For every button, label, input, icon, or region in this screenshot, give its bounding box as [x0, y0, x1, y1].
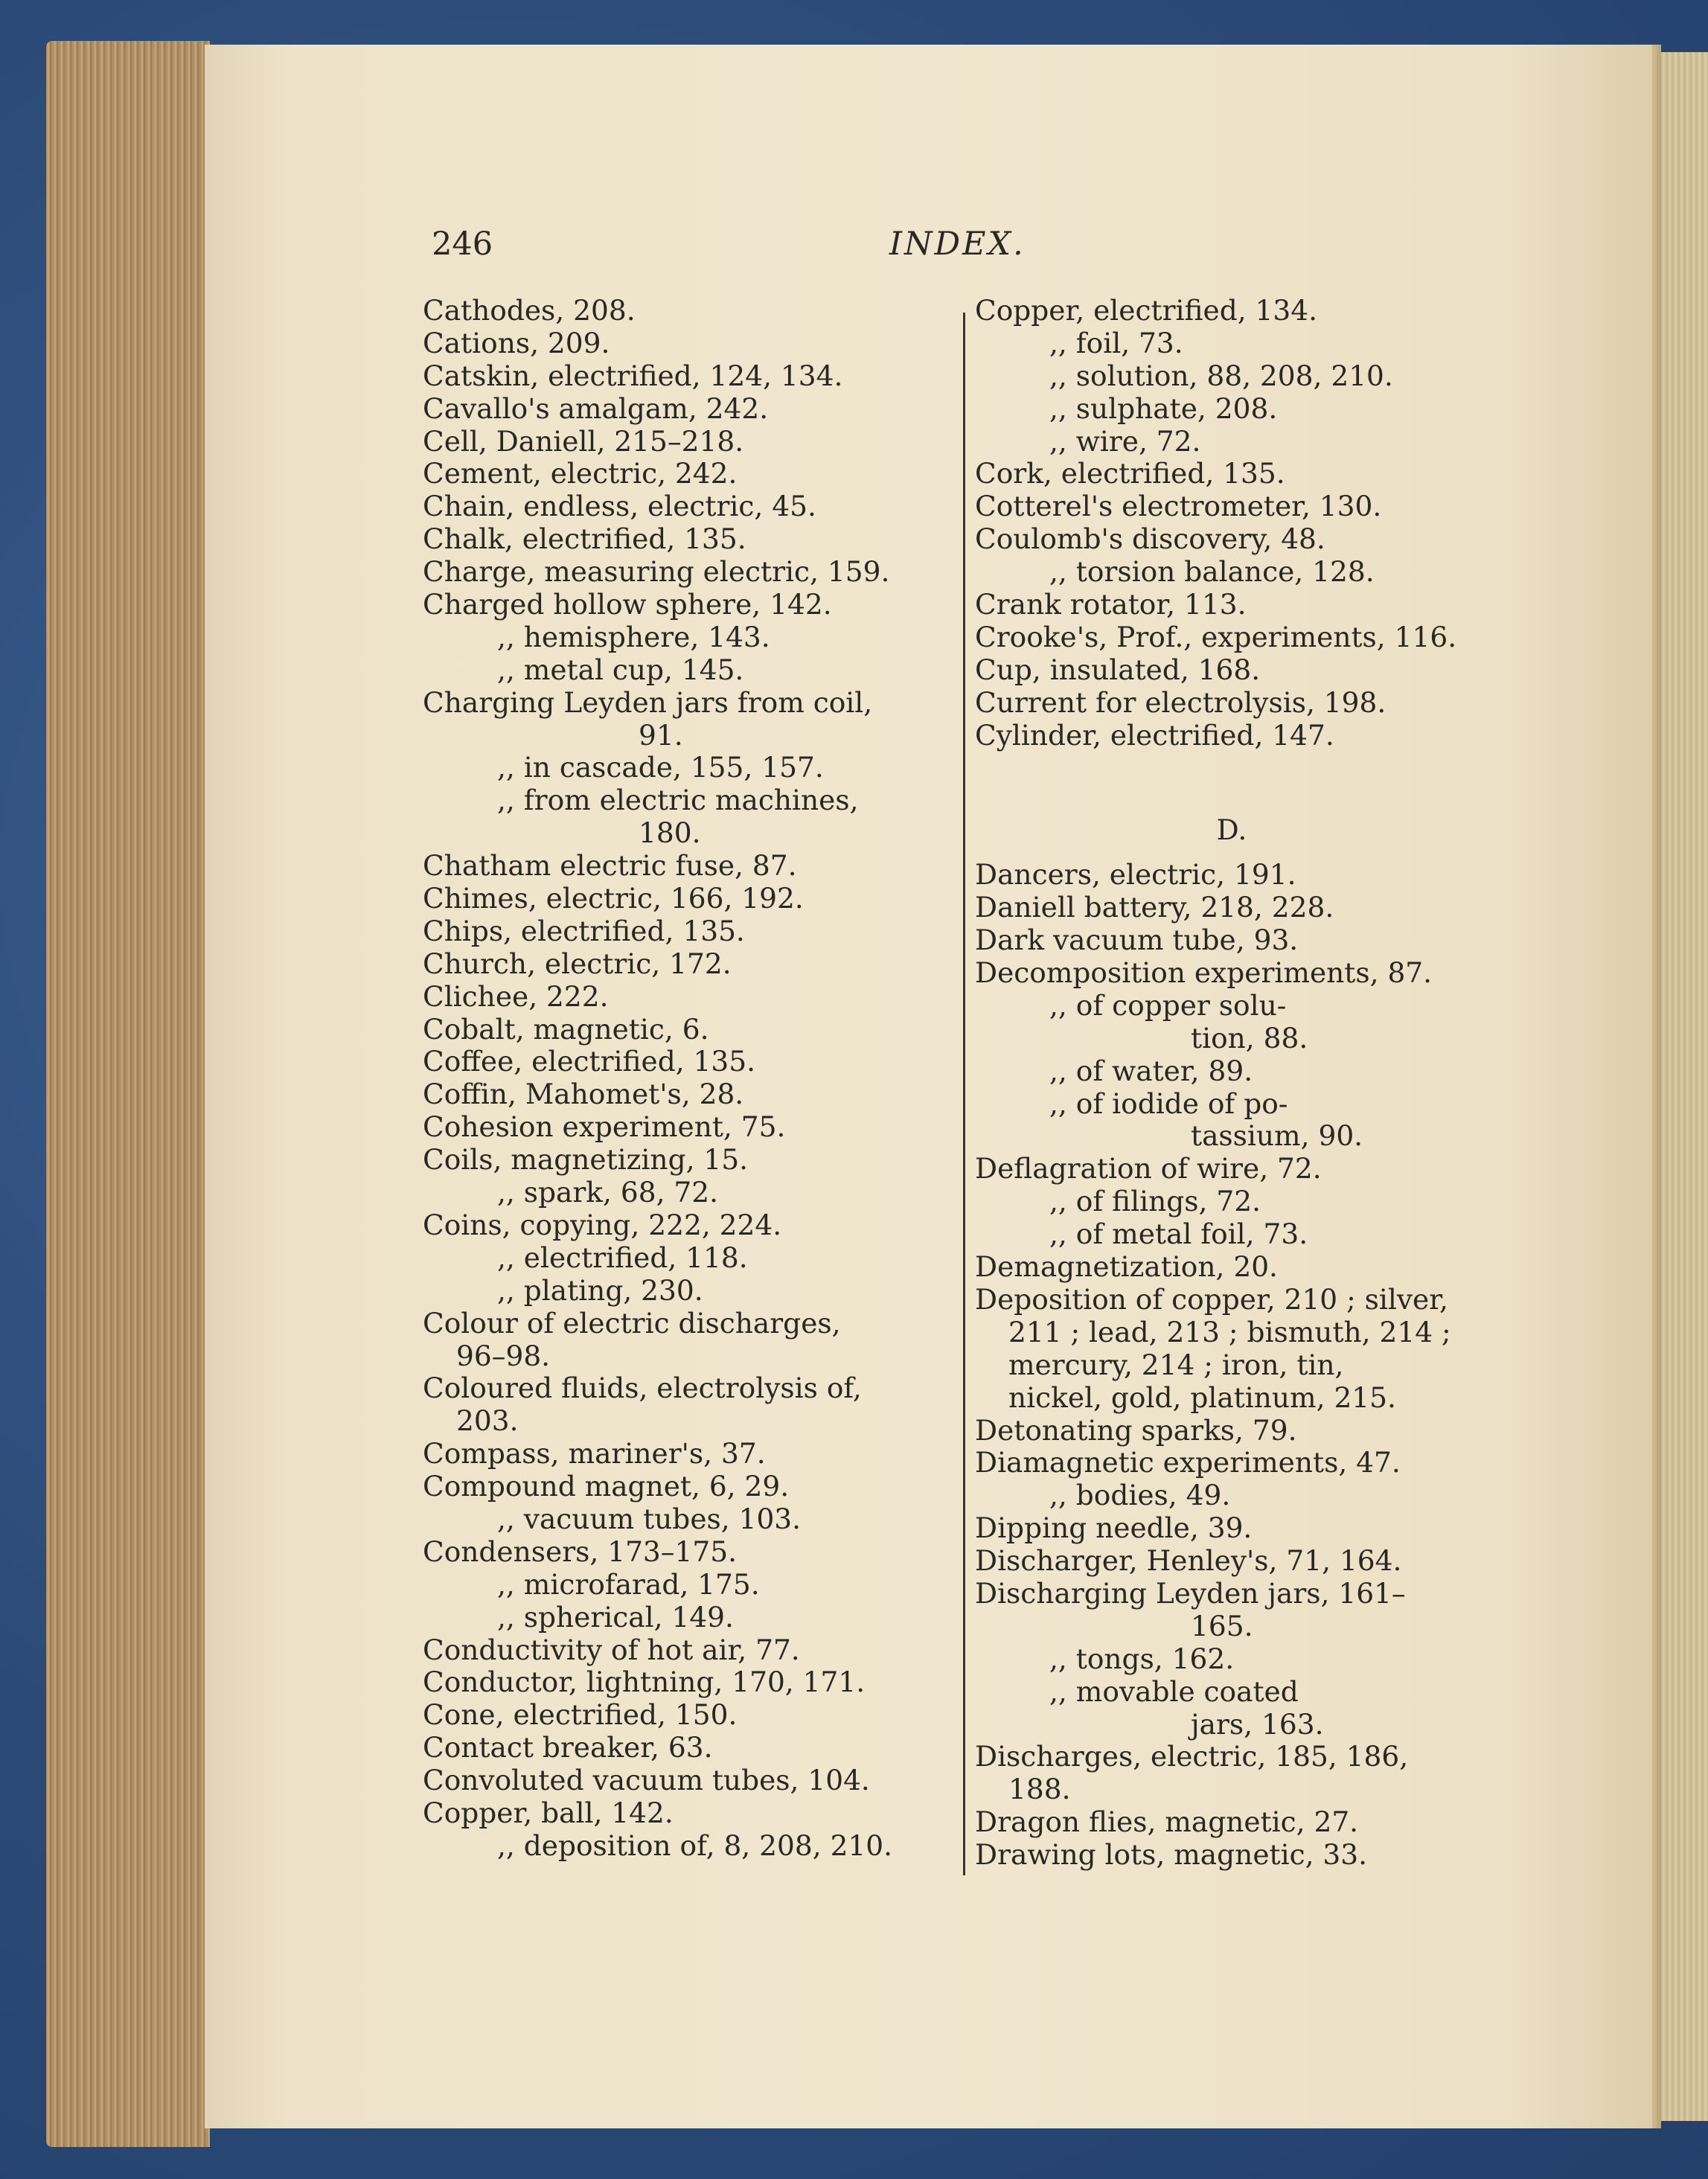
index-continuation: jars, 163. — [1191, 1707, 1324, 1741]
page-number: 246 — [432, 225, 493, 263]
index-entry: Discharges, electric, 185, 186, — [975, 1740, 1409, 1773]
index-entry: Coloured fluids, electrolysis of, — [423, 1372, 862, 1405]
index-entry: Cone, electrified, 150. — [423, 1698, 738, 1732]
index-entry: Discharging Leyden jars, 161– — [975, 1576, 1406, 1610]
index-subentry: ,, in cascade, 155, 157. — [497, 751, 824, 784]
index-continuation: 203. — [456, 1404, 519, 1438]
index-subentry: ,, bodies, 49. — [1049, 1479, 1231, 1512]
index-entry: Daniell battery, 218, 228. — [975, 891, 1334, 924]
index-entry: Conductor, lightning, 170, 171. — [423, 1666, 866, 1699]
index-continuation: 165. — [1191, 1609, 1253, 1642]
index-entry: Condensers, 173–175. — [423, 1535, 738, 1568]
index-entry: Cement, electric, 242. — [423, 457, 738, 490]
index-entry: Coffin, Mahomet's, 28. — [423, 1078, 744, 1111]
index-subentry: ,, hemisphere, 143. — [497, 620, 770, 653]
index-subentry: ,, solution, 88, 208, 210. — [1049, 359, 1393, 392]
index-entry: Compound magnet, 6, 29. — [423, 1470, 790, 1503]
index-subentry: ,, foil, 73. — [1049, 326, 1183, 359]
index-entry: Demagnetization, 20. — [975, 1250, 1278, 1284]
index-entry: Cobalt, magnetic, 6. — [423, 1012, 709, 1046]
index-column-left — [423, 295, 936, 1863]
index-entry: Deflagration of wire, 72. — [975, 1152, 1322, 1186]
index-entry: Cork, electrified, 135. — [975, 457, 1285, 490]
index-entry: Cathodes, 208. — [423, 294, 636, 327]
index-entry: Crank rotator, 113. — [975, 588, 1247, 621]
index-entry: Dipping needle, 39. — [975, 1511, 1253, 1545]
index-entry: Cohesion experiment, 75. — [423, 1110, 786, 1144]
index-subentry: ,, spherical, 149. — [497, 1600, 734, 1634]
index-entry: Deposition of copper, 210 ; silver, — [975, 1282, 1448, 1316]
index-subentry: ,, wire, 72. — [1049, 424, 1201, 458]
index-entry: Chain, endless, electric, 45. — [423, 490, 816, 523]
index-continuation: 188. — [1008, 1773, 1071, 1806]
index-continuation: 180. — [639, 816, 701, 850]
index-entry: Chips, electrified, 135. — [423, 914, 745, 947]
index-entry: Charging Leyden jars from coil, — [423, 685, 873, 719]
index-subentry: ,, of water, 89. — [1049, 1054, 1253, 1087]
index-entry: Coffee, electrified, 135. — [423, 1045, 756, 1078]
index-subentry: ,, deposition of, 8, 208, 210. — [497, 1828, 893, 1862]
right-page-edge — [1652, 52, 1708, 2121]
index-entry: Charged hollow sphere, 142. — [423, 588, 832, 621]
index-entry: Charge, measuring electric, 159. — [423, 555, 890, 589]
index-subentry: ,, plating, 230. — [497, 1273, 703, 1307]
index-subentry: ,, from electric machines, — [497, 784, 859, 817]
index-subentry: ,, torsion balance, 128. — [1049, 555, 1375, 589]
index-continuation: tassium, 90. — [1191, 1119, 1363, 1153]
index-subentry: ,, tongs, 162. — [1049, 1642, 1235, 1675]
index-subentry: ,, of metal foil, 73. — [1049, 1218, 1308, 1251]
index-entry: Cylinder, electrified, 147. — [975, 718, 1334, 752]
index-continuation: 211 ; lead, 213 ; bismuth, 214 ; — [1008, 1315, 1451, 1348]
index-entry: Clichee, 222. — [423, 979, 609, 1013]
index-entry: Conductivity of hot air, 77. — [423, 1633, 800, 1666]
index-entry: Current for electrolysis, 198. — [975, 685, 1386, 719]
index-entry: Crooke's, Prof., experiments, 116. — [975, 620, 1457, 653]
index-entry: Cell, Daniell, 215–218. — [423, 424, 744, 458]
index-entry: Detonating sparks, 79. — [975, 1413, 1297, 1447]
index-entry: Copper, ball, 142. — [423, 1796, 674, 1829]
index-entry: Coulomb's discovery, 48. — [975, 522, 1325, 556]
index-entry: Drawing lots, magnetic, 33. — [975, 1838, 1368, 1872]
index-entry: Dancers, electric, 191. — [975, 858, 1296, 892]
page-stack-edge — [46, 41, 210, 2147]
index-entry: Decomposition experiments, 87. — [975, 956, 1433, 990]
index-entry: Chalk, electrified, 135. — [423, 522, 746, 556]
index-entry: Cations, 209. — [423, 326, 610, 359]
index-entry: Cotterel's electrometer, 130. — [975, 490, 1382, 523]
index-entry: Coins, copying, 222, 224. — [423, 1208, 782, 1241]
index-subentry: ,, sulphate, 208. — [1049, 391, 1278, 425]
index-subentry: ,, microfarad, 175. — [497, 1567, 760, 1601]
index-subentry: ,, metal cup, 145. — [497, 653, 744, 686]
section-gap — [975, 752, 1488, 784]
index-entry: Colour of electric discharges, — [423, 1306, 841, 1340]
index-entry: Contact breaker, 63. — [423, 1731, 713, 1764]
index-continuation: tion, 88. — [1191, 1021, 1308, 1055]
index-entry: Cavallo's amalgam, 242. — [423, 391, 769, 425]
index-entry: Chimes, electric, 166, 192. — [423, 882, 804, 915]
running-head — [432, 225, 1027, 270]
index-entry: Discharger, Henley's, 71, 164. — [975, 1544, 1402, 1578]
index-entry: Convoluted vacuum tubes, 104. — [423, 1764, 870, 1797]
index-subentry: ,, spark, 68, 72. — [497, 1176, 719, 1209]
index-subentry: ,, vacuum tubes, 103. — [497, 1502, 802, 1535]
index-entry: Dark vacuum tube, 93. — [975, 924, 1299, 957]
index-continuation: 96–98. — [456, 1339, 551, 1372]
index-continuation: mercury, 214 ; iron, tin, — [1008, 1348, 1344, 1381]
index-subentry: ,, electrified, 118. — [497, 1241, 748, 1274]
index-continuation: nickel, gold, platinum, 215. — [1008, 1380, 1396, 1414]
section-letter: D. — [1216, 813, 1247, 847]
index-entry: Cup, insulated, 168. — [975, 653, 1261, 686]
index-continuation: 91. — [639, 718, 683, 752]
index-subentry: ,, of filings, 72. — [1049, 1185, 1261, 1218]
index-entry: Dragon flies, magnetic, 27. — [975, 1805, 1359, 1839]
index-entry: Copper, electrified, 134. — [975, 294, 1318, 327]
index-subentry: ,, movable coated — [1049, 1674, 1299, 1708]
index-entry: Church, electric, 172. — [423, 947, 732, 980]
index-subentry: ,, of copper solu- — [1049, 988, 1287, 1022]
index-subentry: ,, of iodide of po- — [1049, 1087, 1288, 1120]
index-entry: Catskin, electrified, 124, 134. — [423, 359, 843, 392]
column-divider — [963, 313, 965, 1875]
index-entry: Compass, mariner's, 37. — [423, 1437, 766, 1471]
index-entry: Coils, magnetizing, 15. — [423, 1143, 749, 1177]
index-entry: Chatham electric fuse, 87. — [423, 849, 797, 883]
index-column-right — [975, 295, 1488, 1872]
page-title: INDEX. — [889, 225, 1026, 263]
index-entry: Diamagnetic experiments, 47. — [975, 1446, 1401, 1479]
